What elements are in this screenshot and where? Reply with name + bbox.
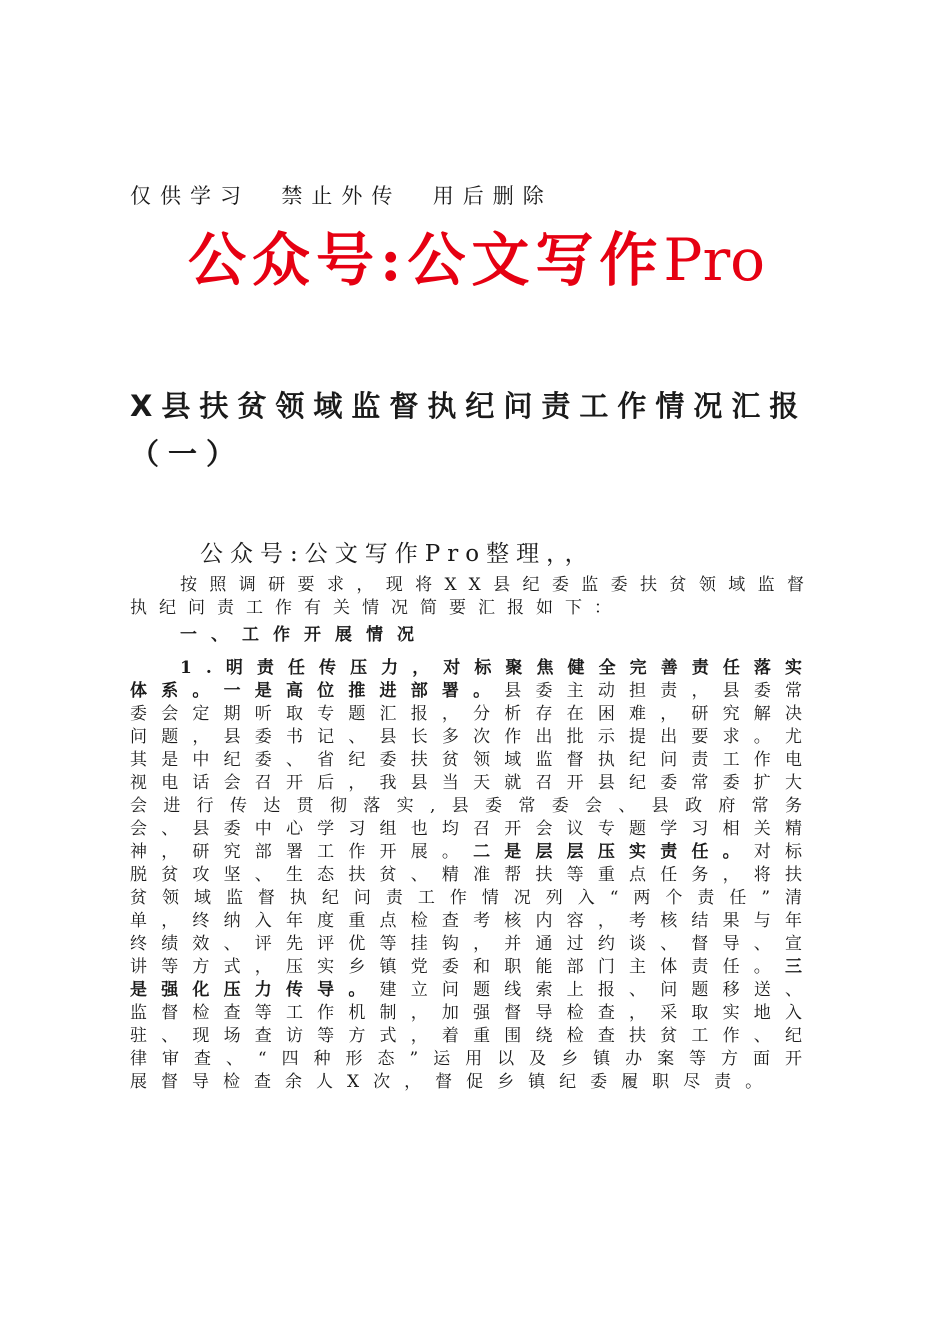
point-label: 三是强化压力传导。 — [130, 957, 816, 1000]
point-text: 建立问题线索上报、问题移送、监督检查等工作机制，加强督导检查，采取实地入驻、现场查访等方式，着重围绕检查扶贫工作、纪律审查、“四种形态”运用以及乡镇办案等方面开展督导检查余人X次，督促乡镇纪委履职尽责。 — [130, 980, 817, 1092]
intro-paragraph: 按照调研要求，现将XX县纪委监委扶贫领域监督执纪问责工作有关情况简要汇报如下： — [130, 575, 816, 618]
document-subhead: 公众号:公文写作Pro整理，， — [200, 541, 595, 567]
section-heading: 一、工作开展情况 — [180, 625, 428, 645]
point-text: 对标脱贫攻坚、生态扶贫、精准帮扶等重点任务，将扶贫领域监督执纪问责工作情况列入“两个责任”清单，终纳入年度重点检查考核内容，考核结果与年终绩效、评先评优等挂钩，并通过约谈、督导、宣讲等方式，压实乡镇党委和职能部门主体责任。 — [130, 842, 817, 977]
item-paragraph — [130, 657, 816, 1094]
brand-cjk: 公众号:公文写作 — [188, 226, 664, 294]
point-text: 县委主动担责，县委常委会定期听取专题汇报，分析存在困难，研究解决问题，县委书记、县长多次作出批示提出要求。尤其是中纪委、省纪委扶贫领域监督执纪问责工作电视电话会召开后，我县当天就召开县纪委常委扩大会进行传达贯彻落实,县委常委会、县政府常务会、县委中心学习组也均召开会议专题学习相关精神，研究部署工作开展。 — [130, 681, 817, 862]
brand-latin: Pro — [663, 226, 766, 294]
usage-notice: 仅供学习 禁止外传 用后删除 — [130, 184, 553, 208]
item-lead: 1.明责任传压力，对标聚焦健全完善责任落实体系。 — [130, 658, 816, 701]
point-label: 二是层层压实责任。 — [473, 842, 754, 862]
document-title: X县扶贫领域监督执纪问责工作情况汇报（一） — [130, 389, 808, 471]
brand-watermark — [188, 220, 765, 300]
point-label: 一是高位推进部署。 — [223, 681, 505, 701]
document-body — [130, 574, 816, 1094]
